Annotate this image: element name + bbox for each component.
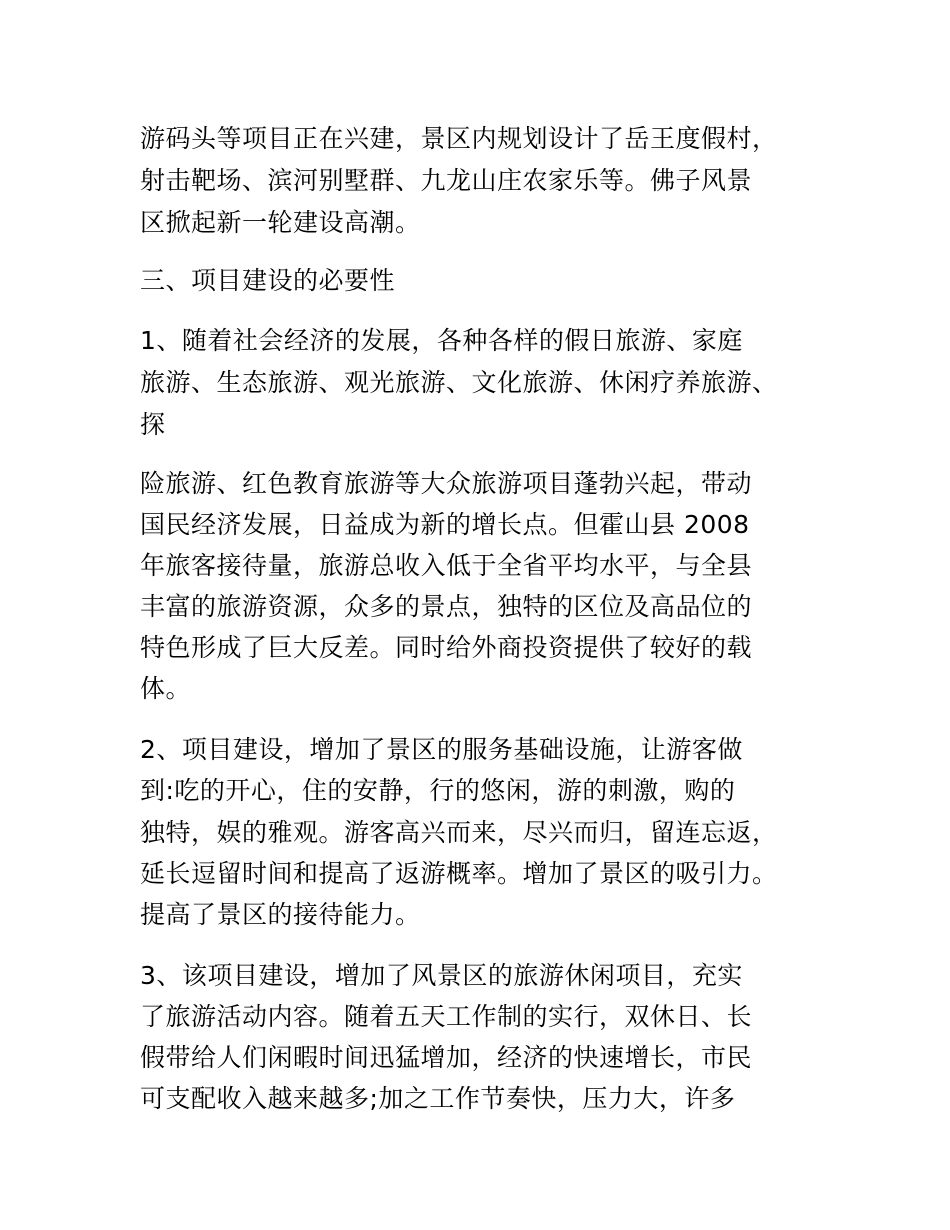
- text-line: 提高了景区的接待能力。: [140, 900, 421, 929]
- text-line: 旅游、生态旅游、观光旅游、文化旅游、休闲疗养旅游、: [140, 368, 778, 397]
- text-line: 独特，娱的雅观。游客高兴而来，尽兴而归，留连忘返，: [140, 818, 778, 847]
- text-line: 游码头等项目正在兴建，景区内规划设计了岳王度假村，: [140, 124, 778, 153]
- text-line: 延长逗留时间和提高了返游概率。增加了景区的吸引力。: [140, 859, 778, 888]
- text-line: 射击靶场、滨河别墅群、九龙山庄农家乐等。佛子风景: [140, 166, 753, 195]
- text-line: 国民经济发展，日益成为新的增长点。但霍山县 2008: [140, 510, 750, 539]
- text-line: 2、项目建设，增加了景区的服务基础设施，让游客做: [140, 735, 743, 764]
- text-line: 3、该项目建设，增加了风景区的旅游休闲项目，充实: [140, 961, 743, 990]
- section-heading: 三、项目建设的必要性: [140, 266, 396, 295]
- text-line: 险旅游、红色教育旅游等大众旅游项目蓬勃兴起，带动: [140, 469, 753, 498]
- text-line: 到:吃的开心，住的安静，行的悠闲，游的刺激，购的: [140, 776, 736, 805]
- text-line: 体。: [140, 674, 192, 703]
- text-line: 特色形成了巨大反差。同时给外商投资提供了较好的载: [140, 633, 753, 662]
- text-line: 探: [140, 410, 166, 439]
- text-line: 丰富的旅游资源，众多的景点，独特的区位及高品位的: [140, 592, 753, 621]
- text-line: 1、随着社会经济的发展，各种各样的假日旅游、家庭: [140, 326, 743, 355]
- text-line: 假带给人们闲暇时间迅猛增加，经济的快速增长，市民: [140, 1043, 753, 1072]
- text-line: 年旅客接待量，旅游总收入低于全省平均水平，与全县: [140, 551, 753, 580]
- text-line: 可支配收入越来越多;加之工作节奏快，压力大，许多: [140, 1084, 736, 1113]
- text-line: 了旅游活动内容。随着五天工作制的实行，双休日、长: [140, 1002, 753, 1031]
- text-line: 区掀起新一轮建设高潮。: [140, 208, 421, 237]
